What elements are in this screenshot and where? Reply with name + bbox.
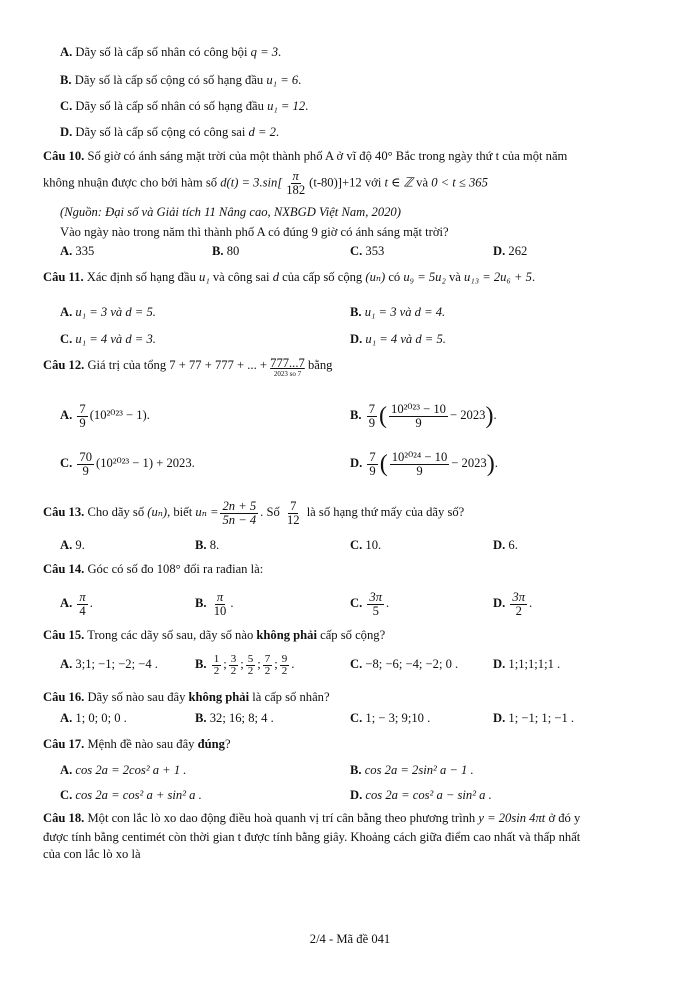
q18-line3: của con lắc lò xo là — [43, 847, 141, 861]
question-text: Giá trị của tổng — [87, 358, 167, 372]
question-text: bằng — [307, 358, 333, 372]
option-text: Dãy số là cấp số cộng có công sai — [75, 125, 249, 139]
fraction-denominator: 182 — [286, 183, 306, 197]
function-part: (t-80)]+12 — [309, 175, 362, 190]
fraction — [77, 403, 87, 430]
question-text: Dãy số nào sau đây — [87, 690, 186, 704]
option-value: u₁ = 4 và d = 3. — [75, 332, 156, 346]
question-text: ở đó y — [548, 811, 581, 825]
fraction-denominator: 9 — [369, 463, 376, 478]
option-math: u₁ = 12 — [267, 99, 306, 113]
q10-line1 — [43, 148, 567, 164]
q9-option-a — [60, 44, 281, 60]
condition: u₉ = 5u₂ — [403, 270, 446, 284]
question-end: . — [531, 270, 536, 284]
q15-stem — [43, 627, 385, 643]
option-math: q = 3 — [250, 45, 279, 59]
paren-open: ( — [379, 451, 388, 478]
fraction — [389, 403, 448, 430]
q9-option-d — [60, 124, 279, 140]
fraction — [212, 591, 229, 618]
equation: y = 20sin 4πt — [478, 811, 546, 825]
option-b: B. $\frac{\pi}{10}$ . — [195, 589, 234, 618]
fraction-numerator: 7 — [79, 401, 86, 416]
fraction-numerator: 7 — [368, 401, 376, 416]
fraction — [212, 654, 222, 677]
q13-stem — [43, 497, 464, 527]
fraction-denominator: 2 — [247, 664, 254, 677]
option-label: C. — [60, 332, 73, 346]
math-term: d — [272, 270, 279, 284]
option-text: Dãy số là cấp số cộng có số hạng đầu — [74, 73, 267, 87]
option-value: u₁ = 3 và d = 4. — [364, 305, 446, 319]
condition: 0 < t ≤ 365 — [431, 175, 488, 190]
option-label: A. — [60, 408, 73, 422]
option-label: D. — [350, 332, 363, 346]
question-label: Câu 18. — [43, 811, 85, 825]
option-end: . — [278, 45, 282, 59]
option-value: cos 2a = cos² a − sin² a . — [365, 788, 492, 802]
option-value: 1; 0; 0; 0 . — [75, 711, 127, 725]
option-b — [195, 710, 274, 726]
q17-option-b — [350, 762, 474, 778]
option-value: 10. — [365, 538, 382, 552]
option-label: D. — [493, 538, 506, 552]
question-label: Câu 16. — [43, 690, 85, 704]
question-text: của cấp số cộng — [282, 270, 363, 284]
q17-option-c — [60, 787, 202, 803]
fraction — [390, 451, 450, 478]
option-d — [493, 243, 527, 259]
fraction — [367, 451, 377, 478]
option-a — [60, 649, 158, 679]
math-term: uₙ = — [195, 505, 219, 519]
fraction — [284, 170, 307, 197]
q10-line2 — [43, 170, 488, 197]
option-text: Dãy số là cấp số nhân có công bội — [75, 45, 251, 59]
option-label: B. — [195, 538, 207, 552]
question-text: và công sai — [212, 270, 270, 284]
fraction-denominator: 2 — [515, 603, 522, 618]
option-a — [60, 537, 85, 553]
option-value: cos 2a = 2sin² a − 1 . — [364, 763, 474, 777]
fraction-denominator: 9 — [82, 463, 89, 478]
option-value: 262 — [508, 244, 528, 258]
option-value: u₁ = 4 và d = 5. — [365, 332, 446, 346]
option-label: A. — [60, 244, 73, 258]
question-text: Góc có số đo — [87, 562, 154, 576]
option-label: C. — [60, 99, 73, 113]
option-label: A. — [60, 45, 73, 59]
fraction — [77, 591, 87, 618]
option-label: A. — [60, 657, 73, 671]
question-text: . Số — [260, 505, 280, 519]
option-label: B. — [350, 305, 362, 319]
option-value: 3;1; −1; −2; −4 . — [75, 657, 158, 671]
option-end: . — [305, 99, 309, 113]
option-a: A. $\frac{\pi}{4}$ . — [60, 589, 93, 618]
fraction-denominator: 9 — [415, 415, 422, 430]
option-value: 1; − 3; 9;10 . — [365, 711, 431, 725]
option-d — [493, 537, 518, 553]
fraction-numerator: 2n + 5 — [222, 498, 257, 513]
option-label: B. — [195, 657, 207, 671]
option-label: B. — [195, 711, 207, 725]
option-label: B. — [212, 244, 224, 258]
math-term: (uₙ) — [147, 505, 168, 519]
sum-expression: 7 + 77 + 777 + ... + — [169, 358, 267, 372]
question-label: Câu 13. — [43, 505, 85, 519]
fraction-numerator: 1 — [213, 652, 220, 665]
question-emphasis: đúng — [197, 737, 225, 751]
option-label: D. — [350, 456, 363, 470]
fraction — [220, 500, 258, 527]
question-text: và — [416, 175, 429, 190]
q11-stem — [43, 269, 535, 285]
q10-source: (Nguồn: Đại số và Giải tích 11 Nâng cao, NXBGD Việt Nam, 2020) — [60, 205, 401, 219]
fraction — [263, 654, 273, 677]
option-label: C. — [350, 596, 363, 610]
question-label: Câu 12. — [43, 358, 85, 372]
option-label: B. — [60, 73, 72, 87]
option-label: D. — [350, 788, 363, 802]
question-label: Câu 11. — [43, 270, 84, 284]
question-text: Một con lắc lò xo dao động điều hoà quanh vị trí cân bằng theo phương trình — [87, 811, 476, 825]
q17-option-d — [350, 787, 492, 803]
fraction-denominator: 9 — [416, 463, 423, 478]
option-value: (10²⁰²³ − 1). — [89, 408, 150, 422]
question-text: là cấp số nhân? — [252, 690, 330, 704]
q12-stem — [43, 357, 332, 378]
fraction-denominator: 5 — [372, 603, 379, 618]
fraction-numerator: π — [79, 589, 86, 604]
option-value: − 2023 — [449, 408, 486, 422]
function-part: d(t) = 3.sin[ — [220, 175, 283, 190]
paren-close: ) — [485, 403, 494, 430]
q11-option-d — [350, 331, 446, 347]
option-d: D. $\frac{3\pi}{2}$ . — [493, 589, 533, 618]
q9-option-b — [60, 72, 301, 88]
fraction-numerator: 70 — [79, 449, 92, 464]
fraction-numerator: 5 — [247, 652, 254, 665]
option-label: B. — [350, 763, 362, 777]
option-math: d = 2 — [248, 125, 276, 139]
option-label: B. — [350, 408, 362, 422]
option-label: D. — [493, 657, 506, 671]
option-value: u₁ = 3 và d = 5. — [75, 305, 156, 319]
fraction-denominator: 9 — [368, 415, 376, 430]
fraction-denominator: 9 — [79, 415, 86, 430]
fraction — [77, 451, 94, 478]
paren-open: ( — [379, 403, 388, 430]
fraction — [367, 591, 384, 618]
option-label: C. — [350, 657, 363, 671]
q18-line1 — [43, 810, 580, 826]
option-text: Dãy số là cấp số nhân có số hạng đầu — [75, 99, 268, 113]
question-text: với — [364, 175, 382, 190]
option-value: 1; −1; 1; −1 . — [508, 711, 575, 725]
q17-option-a — [60, 762, 186, 778]
page-footer: 2/4 - Mã đề 041 — [309, 932, 391, 946]
fraction-numerator: 10²⁰²³ − 10 — [391, 401, 446, 416]
option-value: − 2023 — [451, 456, 487, 470]
fraction-denominator: 2 — [264, 664, 271, 677]
question-text: cấp số cộng? — [320, 628, 386, 642]
option-c — [350, 649, 458, 679]
option-math: u₁ = 6 — [266, 73, 299, 87]
condition: t ∈ ℤ — [384, 175, 413, 190]
fraction-numerator: π — [216, 589, 224, 604]
option-value: cos 2a = 2cos² a + 1 . — [75, 763, 187, 777]
option-value: cos 2a = cos² a + sin² a . — [75, 788, 202, 802]
option-label: C. — [350, 538, 363, 552]
fraction — [285, 500, 302, 527]
math-term: (uₙ) — [365, 270, 386, 284]
fraction-denominator: 5n − 4 — [222, 512, 257, 527]
option-value: (10²⁰²³ − 1) + 2023. — [96, 456, 195, 470]
option-end: . — [275, 125, 280, 139]
option-d — [493, 710, 574, 726]
option-a — [60, 710, 127, 726]
option-label: B. — [195, 596, 207, 610]
fraction-numerator: 9 — [281, 652, 288, 665]
q12-option-b: B. $\frac{7}{9}$ ( $\frac{\text{10²⁰²³ − 10}}{9}$ − 2023). — [350, 401, 497, 430]
option-label: C. — [350, 244, 363, 258]
fraction-denominator: 4 — [79, 603, 86, 618]
fraction — [367, 403, 377, 430]
math-term: 108° — [156, 562, 181, 576]
question-emphasis: không phải — [188, 690, 250, 704]
question-label: Câu 14. — [43, 562, 85, 576]
option-d — [493, 649, 560, 679]
question-label: Câu 15. — [43, 628, 85, 642]
fraction — [280, 654, 290, 677]
fraction-denominator: 12 — [286, 512, 300, 527]
q11-option-c — [60, 331, 156, 347]
option-b: B. $\frac{1}{2}$ ; $\frac{3}{2}$ ; $\frac{5}{2}$ ; $\frac{7}{2}$ ; $\frac{9}{2}$ . — [195, 652, 295, 677]
option-label: A. — [60, 711, 73, 725]
question-text: Xác định số hạng đầu — [86, 270, 196, 284]
q12-option-c — [60, 448, 195, 478]
option-value: 353 — [365, 244, 385, 258]
question-text: , biết — [167, 505, 193, 519]
question-text: Trong các dãy số sau, dãy số nào — [87, 628, 254, 642]
option-value: 32; 16; 8; 4 . — [209, 711, 274, 725]
q12-option-a — [60, 400, 150, 430]
option-a — [60, 243, 94, 259]
fraction-denominator: 2 — [281, 664, 288, 677]
math-term: u₁ — [199, 270, 210, 284]
question-text: ? — [224, 737, 231, 751]
question-label: Câu 17. — [43, 737, 85, 751]
q9-option-c — [60, 98, 308, 114]
option-b — [195, 537, 219, 553]
q14-stem — [43, 561, 263, 577]
fraction-numerator: 3π — [512, 589, 526, 604]
option-label: C. — [350, 711, 363, 725]
option-label: D. — [60, 125, 73, 139]
fraction-numerator: 10²⁰²⁴ − 10 — [391, 449, 448, 464]
fraction — [229, 654, 239, 677]
option-value: 80 — [226, 244, 240, 258]
option-c — [350, 537, 381, 553]
q18-line2: được tính bằng centimét còn thời gian t được tính bằng giây. Khoảng cách giữa điểm cao nhất và thấp nhất — [43, 830, 581, 844]
option-label: C. — [60, 788, 73, 802]
fraction-numerator: 7 — [290, 498, 297, 513]
option-c — [350, 710, 430, 726]
option-value: 335 — [75, 244, 95, 258]
option-value: 8. — [209, 538, 220, 552]
option-value: 6. — [508, 538, 518, 552]
q11-option-a — [60, 304, 156, 320]
option-c: C. $\frac{3\pi}{5}$ . — [350, 589, 390, 618]
q12-option-d: D. $\frac{7}{9}$ ( $\frac{\text{10²⁰²⁴ − 10}}{9}$ − 2023). — [350, 449, 498, 478]
option-label: A. — [60, 305, 73, 319]
fraction-numerator: π — [292, 169, 299, 183]
fraction-denominator: 2 — [230, 664, 237, 677]
option-label: C. — [60, 456, 73, 470]
option-value: −8; −6; −4; −2; 0 . — [365, 657, 459, 671]
q10-question: Vào ngày nào trong năm thì thành phố A có đúng 9 giờ có ánh sáng mặt trời? — [60, 225, 449, 239]
option-label: D. — [493, 596, 506, 610]
paren-close: ) — [486, 451, 495, 478]
fraction-denominator: 2 — [213, 664, 220, 677]
fraction — [510, 591, 527, 618]
question-text: Cho dãy số — [87, 505, 145, 519]
fraction-denominator: 10 — [213, 603, 227, 618]
condition: u₁₃ = 2u₆ + 5 — [464, 270, 532, 284]
fraction-numerator: 3 — [230, 652, 237, 665]
question-text: đổi ra rađian là: — [183, 562, 264, 576]
question-text: không nhuận được cho bởi hàm số — [43, 175, 218, 190]
question-text: là số hạng thứ mấy của dãy số? — [306, 505, 465, 519]
underbrace-term — [270, 357, 305, 378]
fraction-numerator: 3π — [369, 589, 383, 604]
underbrace-top: 777...7 — [270, 356, 305, 370]
option-label: D. — [493, 711, 506, 725]
option-value: 1;1;1;1;1 . — [508, 657, 561, 671]
option-label: A. — [60, 538, 73, 552]
option-label: A. — [60, 763, 73, 777]
option-b — [212, 243, 239, 259]
fraction-numerator: 7 — [369, 449, 376, 464]
question-text: có — [388, 270, 401, 284]
option-value: 9. — [75, 538, 85, 552]
option-label: D. — [493, 244, 506, 258]
question-emphasis: không phải — [256, 628, 317, 642]
question-label: Câu 10. — [43, 149, 85, 163]
q16-stem — [43, 689, 330, 705]
fraction-numerator: 7 — [264, 652, 271, 665]
question-text: và — [448, 270, 461, 284]
option-label: A. — [60, 596, 73, 610]
option-end: . — [298, 73, 302, 87]
underbrace-label: 2023 so 7 — [273, 370, 302, 378]
fraction — [246, 654, 256, 677]
option-c — [350, 243, 384, 259]
q11-option-b — [350, 304, 445, 320]
question-text: Số giờ có ánh sáng mặt trời của một thành phố A ở vĩ độ 40° Bắc trong ngày thứ t của một năm — [87, 149, 568, 163]
question-text: Mệnh đề nào sau đây — [87, 737, 195, 751]
q17-stem — [43, 736, 231, 752]
